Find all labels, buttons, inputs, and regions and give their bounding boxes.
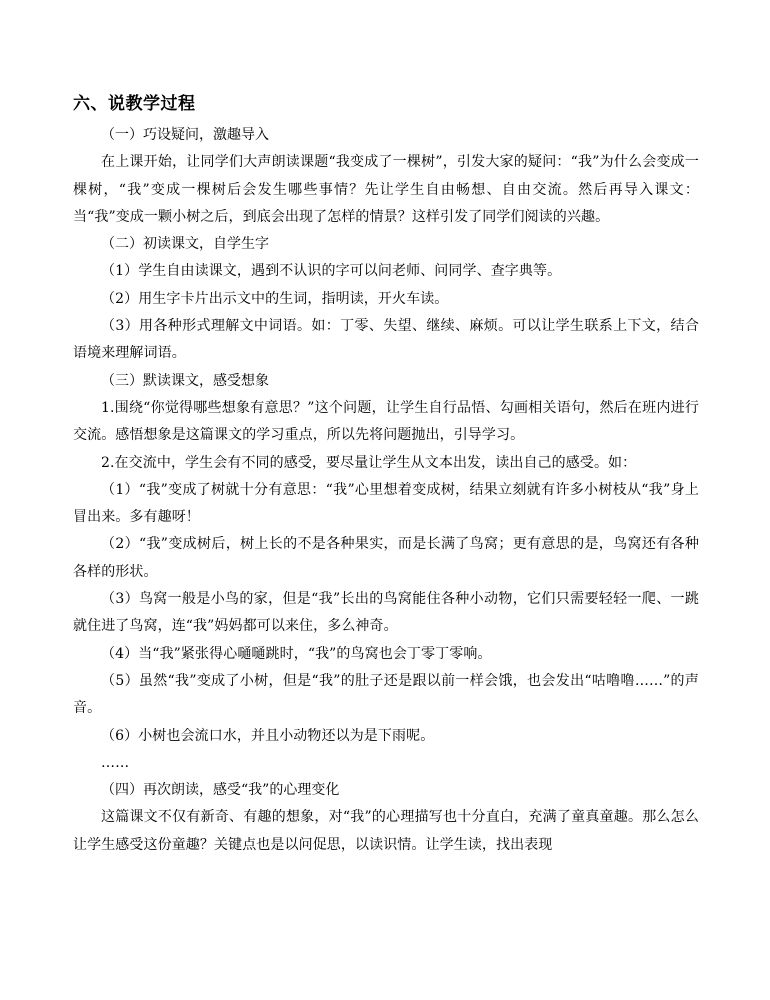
paragraph: 在上课开始，让同学们大声朗读课题“我变成了一棵树”，引发大家的疑问：“我”为什么会变成一棵树，“我”变成一棵树后会发生哪些事情？先让学生自由畅想、自由交流。然后再导入课文：当“我”变成一颗小树之后，到底会出现了怎样的情景？这样引发了同学们阅读的兴趣。 <box>73 154 699 225</box>
list-item: （1）学生自由读课文，遇到不认识的字可以问老师、问同学、查字典等。 <box>101 263 562 280</box>
subsection-title: （四）再次朗读，感受“我”的心理变化 <box>101 782 340 799</box>
subsection-title: （二）初读课文，自学生字 <box>101 236 269 253</box>
list-item: （2）“我”变成树后，树上长的不是各种果实，而是长满了鸟窝；更有意思的是，鸟窝还有各种各样的形状。 <box>73 536 699 580</box>
subsection-title: （三）默读课文，感受想象 <box>101 372 269 389</box>
list-item: （2）用生字卡片出示文中的生词，指明读，开火车读。 <box>101 290 449 307</box>
list-item: （3）鸟窝一般是小鸟的家，但是“我”长出的鸟窝能住各种小动物，它们只需要轻轻一爬、一跳就住进了鸟窝，连“我”妈妈都可以来住，多么神奇。 <box>73 591 699 635</box>
list-item: （6）小树也会流口水，并且小动物还以为是下雨呢。 <box>101 727 435 744</box>
list-item: （5）虽然“我”变成了小树，但是“我”的肚子还是跟以前一样会饿，也会发出“咕噜噜……”的声音。 <box>73 672 699 717</box>
paragraph: 这篇课文不仅有新奇、有趣的想象，对“我”的心理描写也十分直白，充满了童真童趣。那么怎么让学生感受这份童趣？关键点也是以问促思，以读识情。让学生读，找出表现 <box>73 809 699 853</box>
section-heading: 六、说教学过程 <box>73 94 196 114</box>
document-page <box>73 92 699 859</box>
subsection-title: （一）巧设疑问，激趣导入 <box>101 127 269 143</box>
list-item: （3）用各种形式理解文中词语。如：丁零、失望、继续、麻烦。可以让学生联系上下文，结合语境来理解词语。 <box>73 318 699 362</box>
list-item: （4）当“我”紧张得心嗵嗵跳时，“我”的鸟窝也会丁零丁零响。 <box>101 645 492 662</box>
paragraph: 1.围绕“你觉得哪些想象有意思？”这个问题，让学生自行品悟、勾画相关语句，然后在班内进行交流。感悟想象是这篇课文的学习重点，所以先将问题抛出，引导学习。 <box>73 399 699 444</box>
list-item: （1）“我”变成了树就十分有意思：“我”心里想着变成树，结果立刻就有许多小树枝从“我”身上冒出来。多有趣呀！ <box>73 481 699 526</box>
ellipsis-line: …… <box>101 754 130 771</box>
paragraph: 2.在交流中，学生会有不同的感受，要尽量让学生从文本出发，读出自己的感受。如： <box>101 454 637 471</box>
